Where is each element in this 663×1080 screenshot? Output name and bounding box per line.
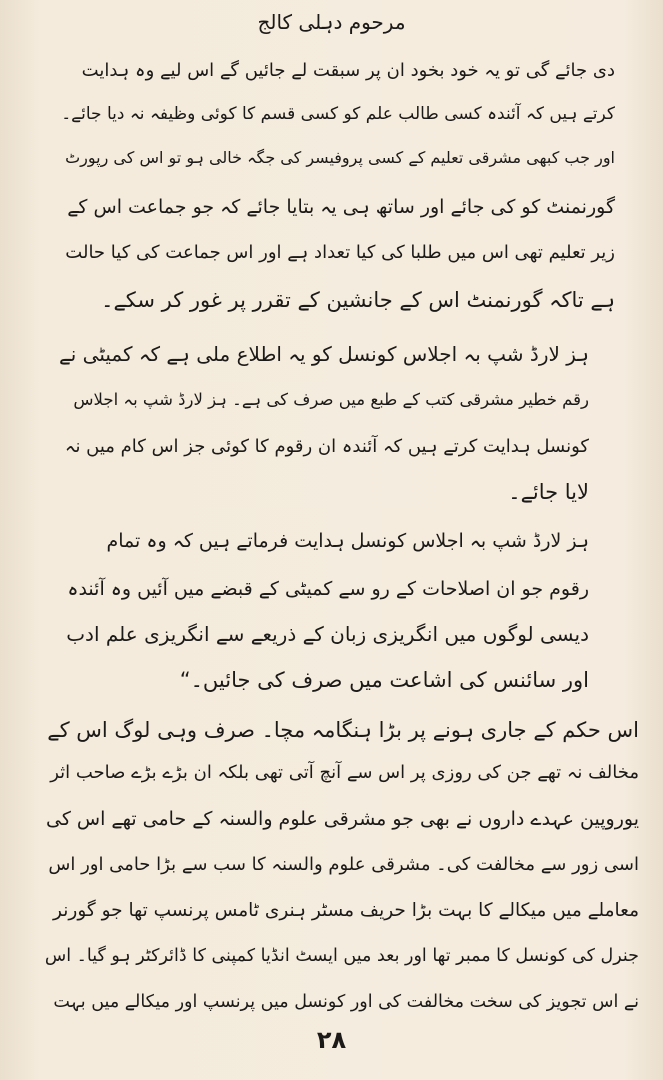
text-line: رقم خطیر مشرقی کتب کے طبع میں صرف کی ہے۔ ہز لارڈ شپ بہ اجلاس	[73, 390, 589, 409]
text-line: اور جب کبھی مشرقی تعلیم کے کسی پروفیسر کی جگہ خالی ہو تو اس کی رپورٹ	[65, 148, 615, 167]
text-line: ہز لارڈ شپ بہ اجلاس کونسل کو یہ اطلاع ملی ہے کہ کمیٹی نے	[59, 342, 589, 366]
text-line: کرتے ہیں کہ آئندہ کسی طالب علم کو کسی قسم کا کوئی وظیفہ نہ دیا جائے۔	[61, 104, 615, 124]
running-head: مرحوم دہلی کالج	[257, 10, 406, 34]
text-line: رقوم جو ان اصلاحات کے رو سے کمیٹی کے قبضے میں آئیں وہ آئندہ	[67, 578, 589, 600]
text-line: زیر تعلیم تھی اس میں طلبا کی کیا تعداد ہے اور اس جماعت کی کیا حالت	[65, 242, 615, 263]
text-line: نے اس تجویز کی سخت مخالفت کی اور کونسل میں پرنسپ اور میکالے میں بہت	[53, 992, 639, 1012]
text-line: اس حکم کے جاری ہونے پر بڑا ہنگامہ مچا۔ صرف وہی لوگ اس کے	[47, 718, 639, 742]
text-line: دیسی لوگوں میں انگریزی زبان کے ذریعے سے انگریزی علم ادب	[66, 622, 589, 646]
text-line: یوروپین عہدے داروں نے بھی جو مشرقی علوم والسنہ کے حامی تھے اس کی	[46, 808, 639, 830]
text-line: گورنمنٹ کو کی جائے اور ساتھ ہی یہ بتایا جائے کہ جو جماعت اس کے	[67, 196, 615, 218]
text-line: جنرل کی کونسل کا ممبر تھا اور بعد میں ایسٹ انڈیا کمپنی کا ڈائرکٹر ہو گیا۔ اس	[44, 946, 639, 966]
text-line: لایا جائے۔	[508, 480, 589, 504]
text-line: دی جائے گی تو یہ خود بخود ان پر سبقت لے جائیں گے اس لیے وہ ہدایت	[81, 60, 615, 81]
page-number: ۲۸	[316, 1026, 347, 1054]
text-line: اسی زور سے مخالفت کی۔ مشرقی علوم والسنہ کا سب سے بڑا حامی اور اس	[48, 854, 639, 875]
text-line: معاملے میں میکالے کا بہت بڑا حریف مسٹر ہنری ٹامس پرنسپ تھا جو گورنر	[53, 900, 639, 921]
text-line: مخالف نہ تھے جن کی روزی پر اس سے آنچ آتی تھی بلکہ ان بڑے بڑے صاحب اثر	[50, 762, 639, 783]
text-line: اور سائنس کی اشاعت میں صرف کی جائیں۔“	[179, 668, 589, 692]
text-line: ہز لارڈ شپ بہ اجلاس کونسل ہدایت فرماتے ہیں کہ وہ تمام	[106, 530, 589, 552]
text-line: کونسل ہدایت کرتے ہیں کہ آئندہ ان رقوم کا کوئی جز اس کام میں نہ	[64, 436, 589, 457]
text-line: ہے تاکہ گورنمنٹ اس کے جانشین کے تقرر پر غور کر سکے۔	[101, 288, 615, 312]
